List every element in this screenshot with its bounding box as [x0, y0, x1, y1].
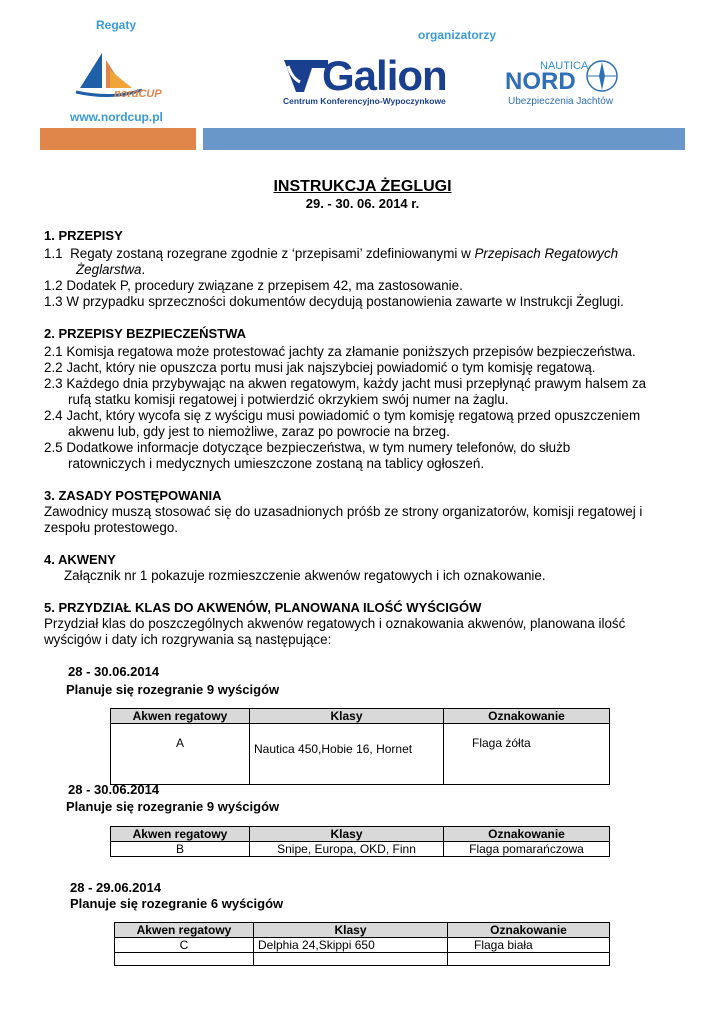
- organizers-label: organizatorzy: [418, 28, 497, 42]
- section-5-line-1: Przydział klas do poszczególnych akwenów regatowych i oznakowania akwenów, planowana ilość: [44, 616, 626, 631]
- cell-klasy: Snipe, Europa, OKD, Finn: [250, 842, 444, 857]
- para-1-emphasis-2: Żeglarstwa: [76, 262, 142, 277]
- section-5-line-2: wyścigów i daty ich rozgrywania są następujące:: [44, 632, 332, 647]
- section-3-line-1: Zawodnicy muszą stosować się do uzasadnionych próśb ze strony organizatorów, komisji regatowej i: [44, 504, 643, 519]
- col-header-akwen: Akwen regatowy: [111, 827, 250, 842]
- para-1-text: Regaty zostaną rozegrane zgodnie z ‘przepisami’ zdefiniowanymi w: [70, 246, 475, 261]
- table-row: [111, 842, 610, 857]
- document-date: 29. - 30. 06. 2014 r.: [305, 196, 420, 211]
- section-1-heading: 1. PRZEPISY: [44, 228, 123, 243]
- section-4-heading: 4. AKWENY: [44, 552, 116, 567]
- block-b-date: 28 - 30.06.2014: [68, 782, 160, 797]
- cell-empty: [448, 953, 610, 966]
- website-link[interactable]: www.nordcup.pl: [70, 110, 163, 124]
- table-c: [114, 922, 610, 966]
- col-header-klasy: Klasy: [250, 827, 444, 842]
- cell-empty: [115, 953, 254, 966]
- nordcup-logo-text: nordCUP: [114, 88, 162, 100]
- cell-oznakowanie: Flaga żółta: [444, 724, 610, 785]
- cell-klasy: Delphia 24,Skippi 650: [254, 938, 448, 953]
- regaty-label: Regaty: [96, 18, 137, 32]
- block-a-date: 28 - 30.06.2014: [68, 664, 160, 679]
- section-3-line-2: zespołu protestowego.: [44, 520, 178, 535]
- section-2-line-5b: ratowniczych i medycznych umieszczone zostaną na tablicy ogłoszeń.: [68, 456, 485, 471]
- table-row-empty: [115, 953, 610, 966]
- section-1-para-2: 1.2 Dodatek P, procedury związane z przepisem 42, ma zastosowanie.: [44, 278, 463, 293]
- cell-klasy: Nautica 450,Hobie 16, Hornet: [250, 724, 444, 785]
- section-2-heading: 2. PRZEPISY BEZPIECZEŃSTWA: [44, 326, 247, 341]
- table-b: [110, 826, 610, 857]
- galion-name: Galion: [322, 52, 447, 99]
- section-2-line-4a: 2.4 Jacht, który wycofa się z wyścigu musi powiadomić o tym komisję regatową przed opuszczeniem: [44, 408, 641, 423]
- col-header-oznakowanie: Oznakowanie: [448, 923, 610, 938]
- cell-akwen: C: [115, 938, 254, 953]
- block-a-plan: Planuje się rozegranie 9 wyścigów: [66, 682, 280, 697]
- col-header-akwen: Akwen regatowy: [115, 923, 254, 938]
- section-2-line-1: 2.1 Komisja regatowa może protestować jachty za złamanie poniższych przepisów bezpieczeństwa.: [44, 344, 636, 359]
- para-1-number: 1.1: [44, 246, 63, 261]
- block-b-plan: Planuje się rozegranie 9 wyścigów: [66, 799, 280, 814]
- section-4-line-1: Załącznik nr 1 pokazuje rozmieszczenie akwenów regatowych i ich oznakowanie.: [64, 568, 546, 583]
- para-1-end: .: [141, 262, 146, 277]
- col-header-klasy: Klasy: [250, 709, 444, 724]
- col-header-akwen: Akwen regatowy: [111, 709, 250, 724]
- section-2-line-3b: rufą statku komisji regatowej i potwierdzić okrzykiem swój numer na żaglu.: [68, 392, 509, 407]
- section-5-heading: 5. PRZYDZIAŁ KLAS DO AKWENÓW, PLANOWANA ILOŚĆ WYŚCIGÓW: [44, 600, 482, 615]
- section-1-para-3: 1.3 W przypadku sprzeczności dokumentów decydują postanowienia zawarte w Instrukcji Żeglugi.: [44, 294, 624, 309]
- nautica-top: NAUTICA: [540, 60, 589, 72]
- para-1-emphasis: Przepisach Regatowych: [474, 246, 619, 261]
- table-row: [115, 938, 610, 953]
- section-1-para-1: [44, 246, 684, 262]
- cell-oznakowanie: Flaga pomarańczowa: [444, 842, 610, 857]
- cell-akwen: A: [111, 724, 250, 785]
- header-bar-orange: [40, 128, 196, 150]
- section-2-line-2: 2.2 Jacht, który nie opuszcza portu musi jak najszybciej powiadomić o tym komisję regatową.: [44, 360, 596, 375]
- galion-subtitle: Centrum Konferencyjno-Wypoczynkowe: [283, 96, 446, 106]
- section-3-heading: 3. ZASADY POSTĘPOWANIA: [44, 488, 222, 503]
- col-header-klasy: Klasy: [254, 923, 448, 938]
- section-2-line-4b: akwenu lub, gdy jest to niemożliwe, zaraz po powrocie na brzeg.: [68, 424, 450, 439]
- section-2-line-5a: 2.5 Dodatkowe informacje dotyczące bezpieczeństwa, w tym numery telefonów, do służb: [44, 440, 571, 455]
- document-title: INSTRUKCJA ŻEGLUGI: [273, 178, 452, 195]
- section-1-para-1-cont: [76, 262, 145, 278]
- section-2-line-3a: 2.3 Każdego dnia przybywając na akwen regatowym, każdy jacht musi przepłynąć prawym halsem za: [44, 376, 647, 391]
- table-a: [110, 708, 610, 785]
- block-c-plan: Planuje się rozegranie 6 wyścigów: [70, 896, 284, 911]
- col-header-oznakowanie: Oznakowanie: [444, 709, 610, 724]
- block-c-date: 28 - 29.06.2014: [70, 880, 162, 895]
- table-row: [111, 724, 610, 785]
- compass-icon: [584, 58, 620, 94]
- nautica-subtitle: Ubezpieczenia Jachtów: [508, 96, 614, 107]
- cell-akwen: B: [111, 842, 250, 857]
- cell-empty: [254, 953, 448, 966]
- nautica-nord: NORD: [505, 68, 576, 95]
- nordcup-logo: [72, 48, 162, 106]
- col-header-oznakowanie: Oznakowanie: [444, 827, 610, 842]
- header-bar-blue: [203, 128, 685, 150]
- cell-oznakowanie: Flaga biała: [448, 938, 610, 953]
